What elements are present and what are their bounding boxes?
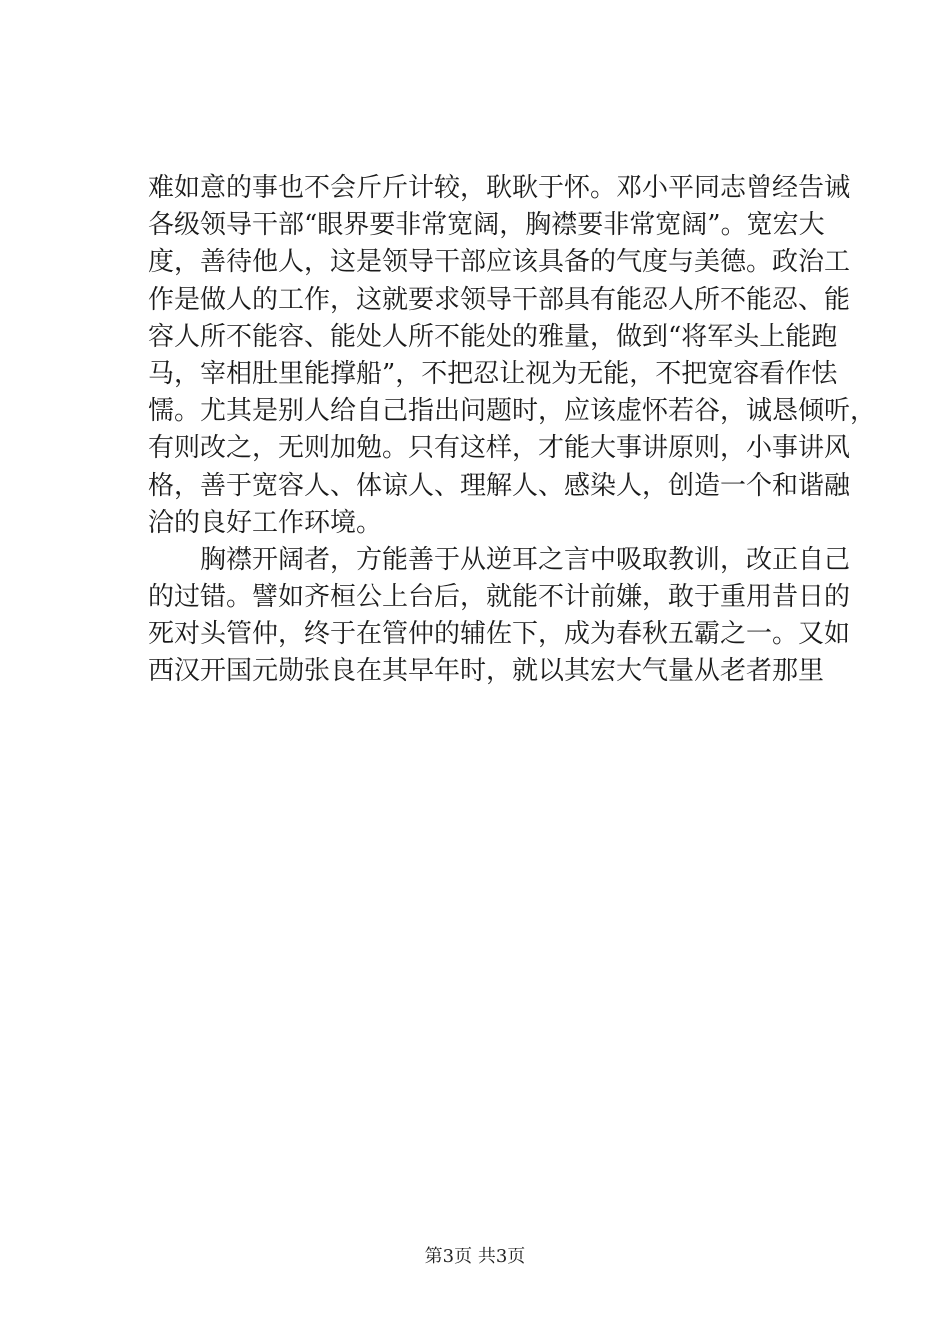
page-number: 第3页 共3页 [424,1246,526,1267]
text-line: 容人所不能容、能处人所不能处的雅量，做到“将军头上能跑 [148,321,838,352]
text-line: 各级领导干部“眼界要非常宽阔，胸襟要非常宽阔”。宽宏大 [148,210,825,241]
text-line: 死对头管仲，终于在管仲的辅佐下，成为春秋五霸之一。又如 [148,619,851,650]
text-line: 洽的良好工作环境。 [148,507,383,538]
page-footer [0,1242,950,1268]
text-line: 马，宰相肚里能撑船”，不把忍让视为无能，不把宽容看作怯 [148,358,838,389]
text-line: 作是做人的工作，这就要求领导干部具有能忍人所不能忍、能 [148,284,851,315]
text-line: 度，善待他人，这是领导干部应该具备的气度与美德。政治工 [148,247,851,278]
text-line: 胸襟开阔者，方能善于从逆耳之言中吸取教训，改正自己 [148,544,851,575]
text-line: 的过错。譬如齐桓公上台后，就能不计前嫌，敢于重用昔日的 [148,582,851,613]
body-text [148,170,877,691]
text-line: 难如意的事也不会斤斤计较，耿耿于怀。邓小平同志曾经告诫 [148,173,851,203]
text-line: 懦。尤其是别人给自己指出问题时，应该虚怀若谷，诚恳倾听， [148,396,877,427]
text-line: 有则改之，无则加勉。只有这样，才能大事讲原则，小事讲风 [148,433,851,464]
text-line: 格，善于宽容人、体谅人、理解人、感染人，创造一个和谐融 [148,470,851,501]
text-line: 西汉开国元勋张良在其早年时，就以其宏大气量从老者那里 [148,656,825,687]
